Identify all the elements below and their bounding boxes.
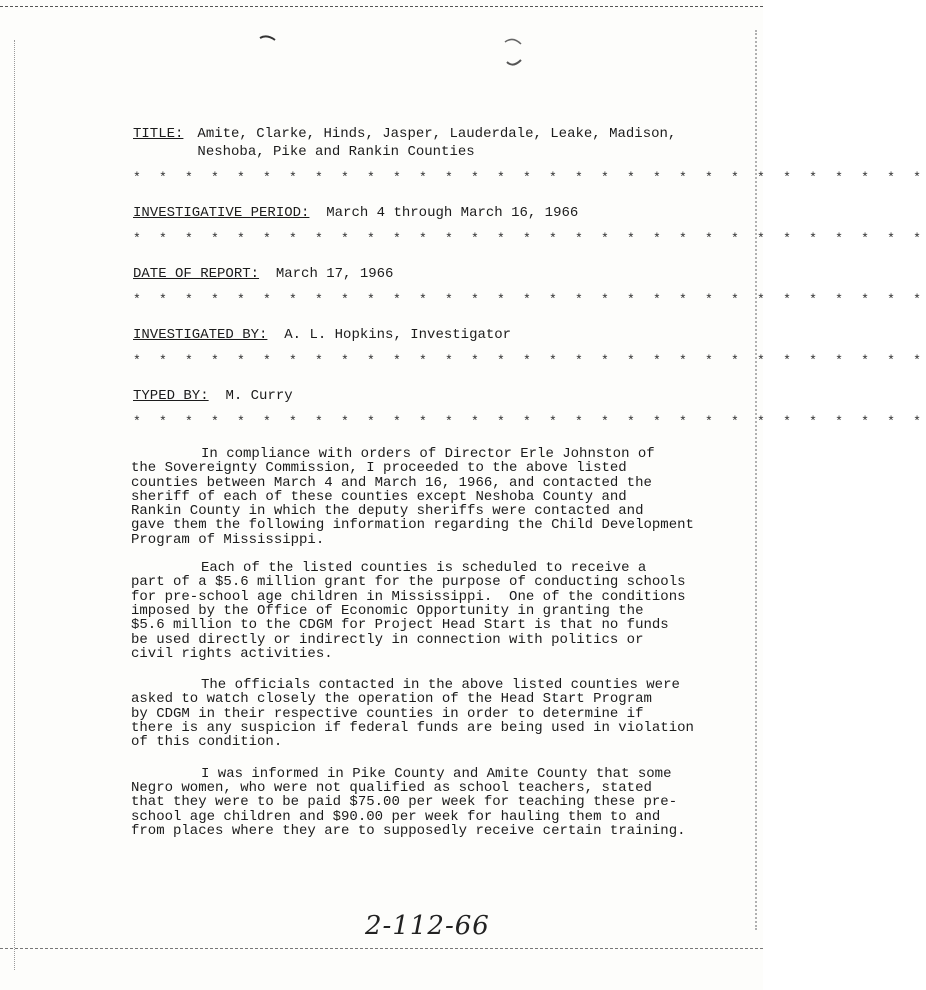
period-label: INVESTIGATIVE PERIOD:	[133, 205, 310, 221]
paragraph-2	[131, 561, 711, 661]
paragraph-line: asked to watch closely the operation of the Head Start Program	[131, 691, 652, 708]
separator-stars-2: * * * * * * * * * * * * * * * * * * * * * * * * * * * * * * *	[133, 231, 926, 246]
paragraph-line: school age children and $90.00 per week for hauling them to and	[131, 808, 661, 825]
paragraph-line: from places where they are to supposedly receive certain training.	[131, 822, 686, 839]
left-edge-scan-marks	[14, 40, 23, 970]
typed-by-value: M. Curry	[225, 388, 293, 404]
title-value	[183, 125, 676, 161]
top-edge-rule	[0, 0, 763, 7]
title-value-line-2: Neshoba, Pike and Rankin Counties	[197, 144, 475, 160]
separator-stars-5: * * * * * * * * * * * * * * * * * * * * * * * * * * * * * * *	[133, 414, 926, 429]
paragraph-line: by CDGM in their respective counties in order to determine if	[131, 705, 644, 722]
typed-by-label: TYPED BY:	[133, 388, 209, 404]
date-field	[133, 265, 703, 283]
right-edge-scan-marks	[705, 30, 757, 930]
investigator-field	[133, 326, 703, 344]
paragraph-line: In compliance with orders of Director Erle Johnston of	[201, 446, 655, 462]
report-body	[131, 447, 711, 852]
paragraph-line: Program of Mississippi.	[131, 531, 325, 548]
paragraph-line: Negro women, who were not qualified as school teachers, stated	[131, 779, 652, 796]
paragraph-line: the Sovereignty Commission, I proceeded to the above listed	[131, 460, 627, 477]
paragraph-4	[131, 767, 711, 838]
paragraph-1	[131, 447, 711, 547]
period-field	[133, 204, 703, 222]
paragraph-line: be used directly or indirectly in connection with politics or	[131, 631, 644, 648]
title-label: TITLE:	[133, 126, 184, 142]
investigator-value: A. L. Hopkins, Investigator	[284, 327, 512, 343]
paragraph-line: gave them the following information regarding the Child Development	[131, 517, 694, 534]
scan-smudge-marks	[255, 30, 555, 80]
paragraph-line: Each of the listed counties is scheduled to receive a	[201, 560, 647, 577]
paragraph-line: civil rights activities.	[131, 645, 333, 662]
paragraph-line: $5.6 million to the CDGM for Project Head Start is that no funds	[131, 617, 669, 634]
paragraph-line: that they were to be paid $75.00 per week for teaching these pre-	[131, 794, 678, 811]
paragraph-3	[131, 678, 711, 749]
paragraph-line: Rankin County in which the deputy sheriffs were contacted and	[131, 503, 644, 520]
separator-stars-3: * * * * * * * * * * * * * * * * * * * * * * * * * * * * * * *	[133, 292, 926, 307]
investigator-label: INVESTIGATED BY:	[133, 327, 268, 343]
paragraph-line: counties between March 4 and March 16, 1966, and contacted the	[131, 474, 652, 491]
title-value-line-1: Amite, Clarke, Hinds, Jasper, Lauderdale, Leake, Madison,	[197, 126, 677, 142]
paragraph-line: of this condition.	[131, 734, 283, 751]
paragraph-line: there is any suspicion if federal funds are being used in violation	[131, 720, 694, 737]
paragraph-line: I was informed in Pike County and Amite County that some	[201, 765, 672, 782]
paragraph-line: part of a $5.6 million grant for the purpose of conducting schools	[131, 574, 686, 591]
report-header	[133, 125, 926, 431]
separator-stars-4: * * * * * * * * * * * * * * * * * * * * * * * * * * * * * * *	[133, 353, 926, 368]
paragraph-line: sheriff of each of these counties except Neshoba County and	[131, 488, 627, 505]
paragraph-line: imposed by the Office of Economic Opportunity in granting the	[131, 602, 644, 619]
date-value: March 17, 1966	[275, 266, 394, 282]
title-field	[133, 125, 703, 161]
typed-by-field	[133, 387, 703, 405]
paragraph-line: for pre-school age children in Mississippi. One of the conditions	[131, 588, 686, 605]
handwritten-document-number: 2-112-66	[365, 911, 490, 941]
bottom-edge-rule	[0, 948, 763, 950]
separator-stars-1: * * * * * * * * * * * * * * * * * * * * * * * * * * * * * * *	[133, 170, 926, 185]
date-label: DATE OF REPORT:	[133, 266, 260, 282]
period-value: March 4 through March 16, 1966	[326, 205, 579, 221]
paragraph-line: The officials contacted in the above listed counties were	[201, 677, 680, 694]
